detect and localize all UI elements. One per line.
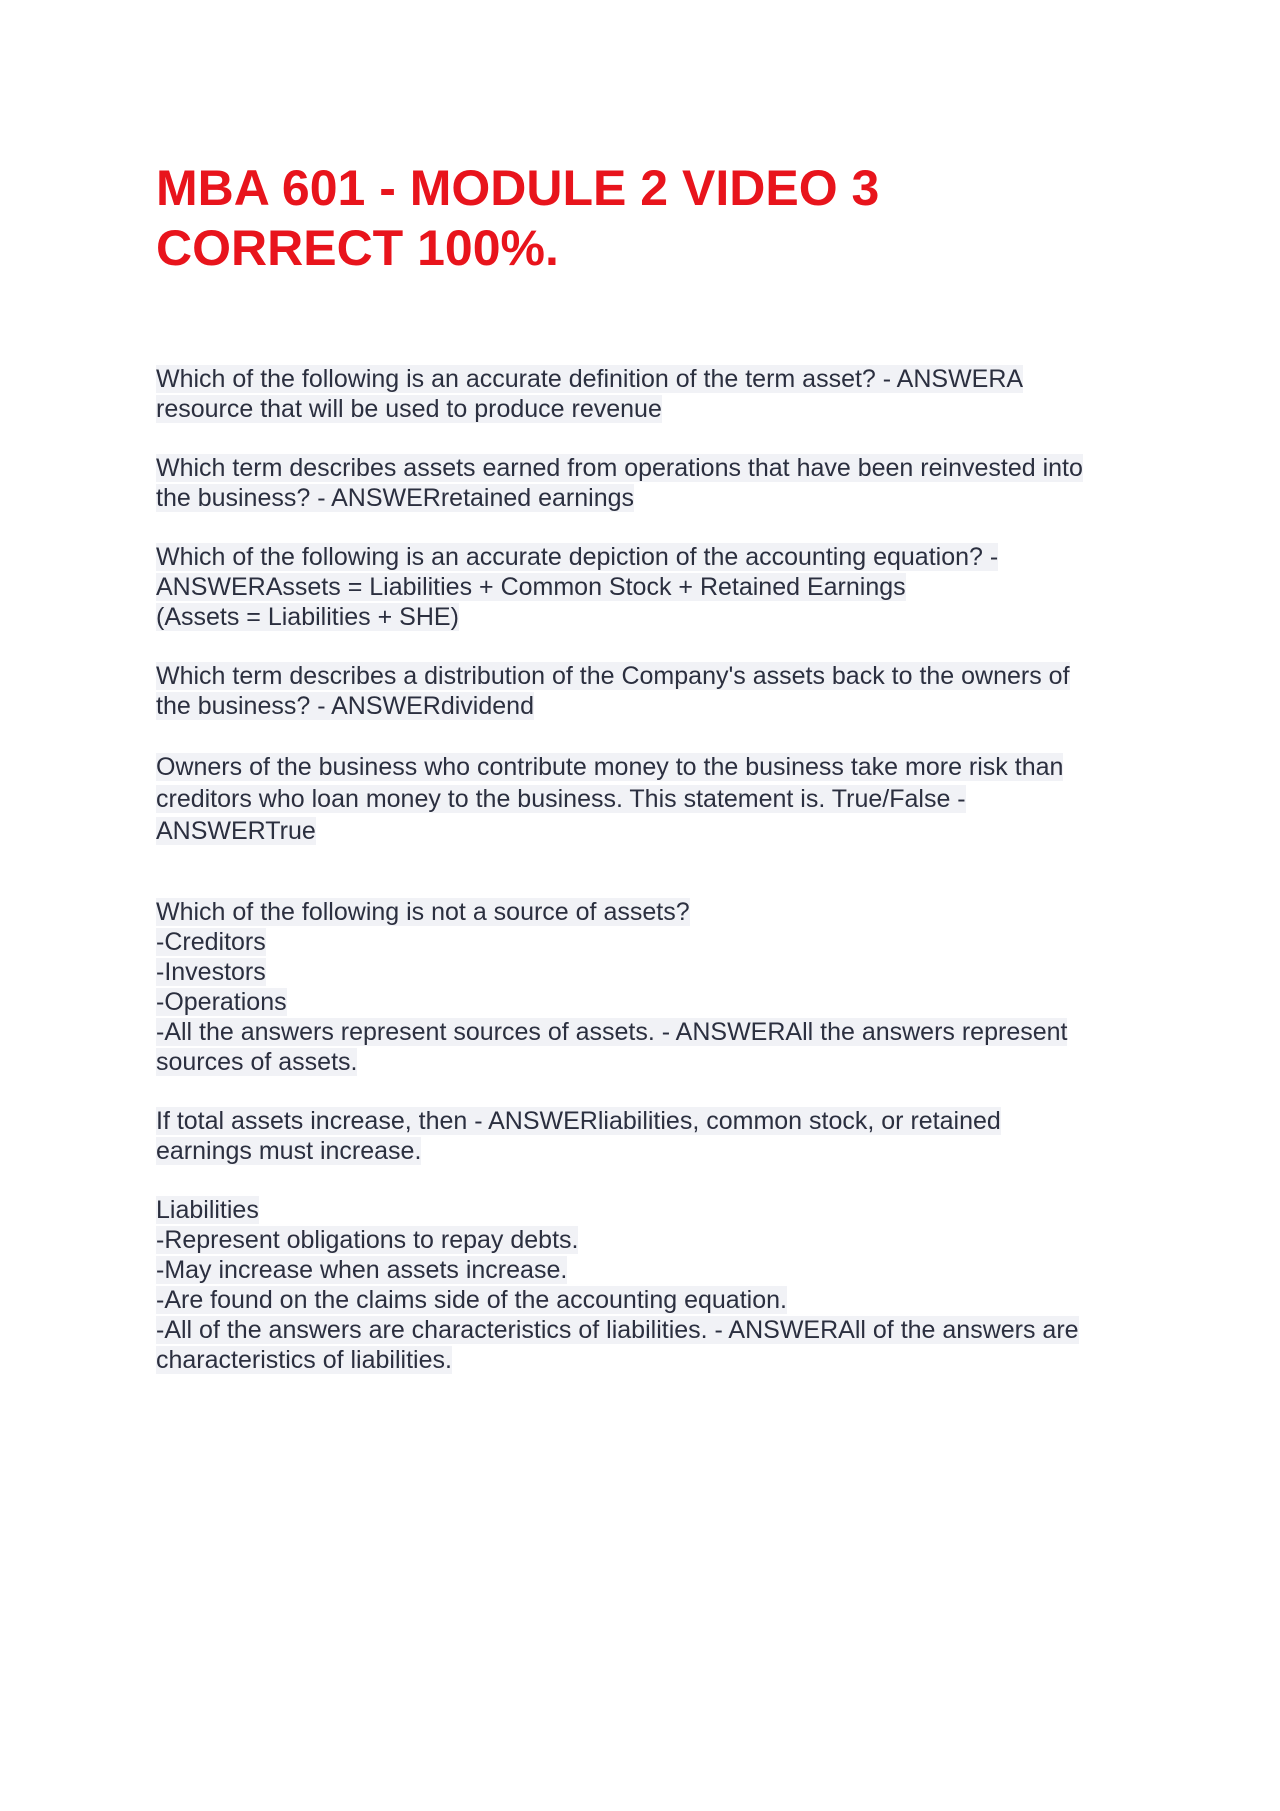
qa-text-line: -All the answers represent sources of assets. - ANSWERAll the answers represent bbox=[156, 1018, 1068, 1046]
qa-text-line: -Represent obligations to repay debts. bbox=[156, 1226, 579, 1254]
qa-text-line: -Investors bbox=[156, 958, 266, 986]
qa-text-line: -Creditors bbox=[156, 928, 266, 956]
qa-text-line: Which of the following is an accurate definition of the term asset? - ANSWERA bbox=[156, 365, 1024, 393]
qa-text-line: creditors who loan money to the business. This statement is. True/False - bbox=[156, 785, 966, 813]
qa-text-line: Which term describes assets earned from operations that have been reinvested into bbox=[156, 454, 1083, 482]
qa-item bbox=[156, 1195, 1156, 1375]
qa-text-line: Which term describes a distribution of the Company's assets back to the owners of bbox=[156, 662, 1070, 690]
qa-content bbox=[156, 364, 1156, 1375]
qa-text-line: earnings must increase. bbox=[156, 1137, 422, 1165]
qa-text-line: -Are found on the claims side of the accounting equation. bbox=[156, 1286, 787, 1314]
qa-text-line: the business? - ANSWERdividend bbox=[156, 692, 534, 720]
qa-text-line: -All of the answers are characteristics of liabilities. - ANSWERAll of the answers are bbox=[156, 1316, 1079, 1344]
qa-text-line: characteristics of liabilities. bbox=[156, 1346, 452, 1374]
qa-text-line: Owners of the business who contribute money to the business take more risk than bbox=[156, 753, 1064, 781]
title-line-1: MBA 601 - MODULE 2 VIDEO 3 bbox=[156, 160, 880, 216]
qa-item bbox=[156, 542, 1156, 632]
qa-text-line: -May increase when assets increase. bbox=[156, 1256, 568, 1284]
qa-text-line: resource that will be used to produce revenue bbox=[156, 395, 662, 423]
title-line-2: CORRECT 100%. bbox=[156, 220, 559, 276]
qa-text-line: -Operations bbox=[156, 988, 287, 1016]
qa-item bbox=[156, 1106, 1156, 1166]
qa-text-line: ANSWERTrue bbox=[156, 817, 316, 845]
qa-text-line: Which of the following is an accurate depiction of the accounting equation? - bbox=[156, 543, 999, 571]
qa-text-line: sources of assets. bbox=[156, 1048, 358, 1076]
qa-text-line: If total assets increase, then - ANSWERliabilities, common stock, or retained bbox=[156, 1107, 1001, 1135]
qa-text-line: Which of the following is not a source of assets? bbox=[156, 898, 690, 926]
qa-item bbox=[156, 751, 1156, 847]
document-title bbox=[156, 158, 1156, 278]
qa-text-line: Liabilities bbox=[156, 1196, 259, 1224]
qa-text-line: (Assets = Liabilities + SHE) bbox=[156, 603, 459, 631]
qa-text-line: ANSWERAssets = Liabilities + Common Stock + Retained Earnings bbox=[156, 573, 906, 601]
qa-item bbox=[156, 897, 1156, 1077]
qa-text-line: the business? - ANSWERretained earnings bbox=[156, 484, 635, 512]
qa-item bbox=[156, 364, 1156, 424]
qa-item bbox=[156, 453, 1156, 513]
qa-item bbox=[156, 661, 1156, 721]
